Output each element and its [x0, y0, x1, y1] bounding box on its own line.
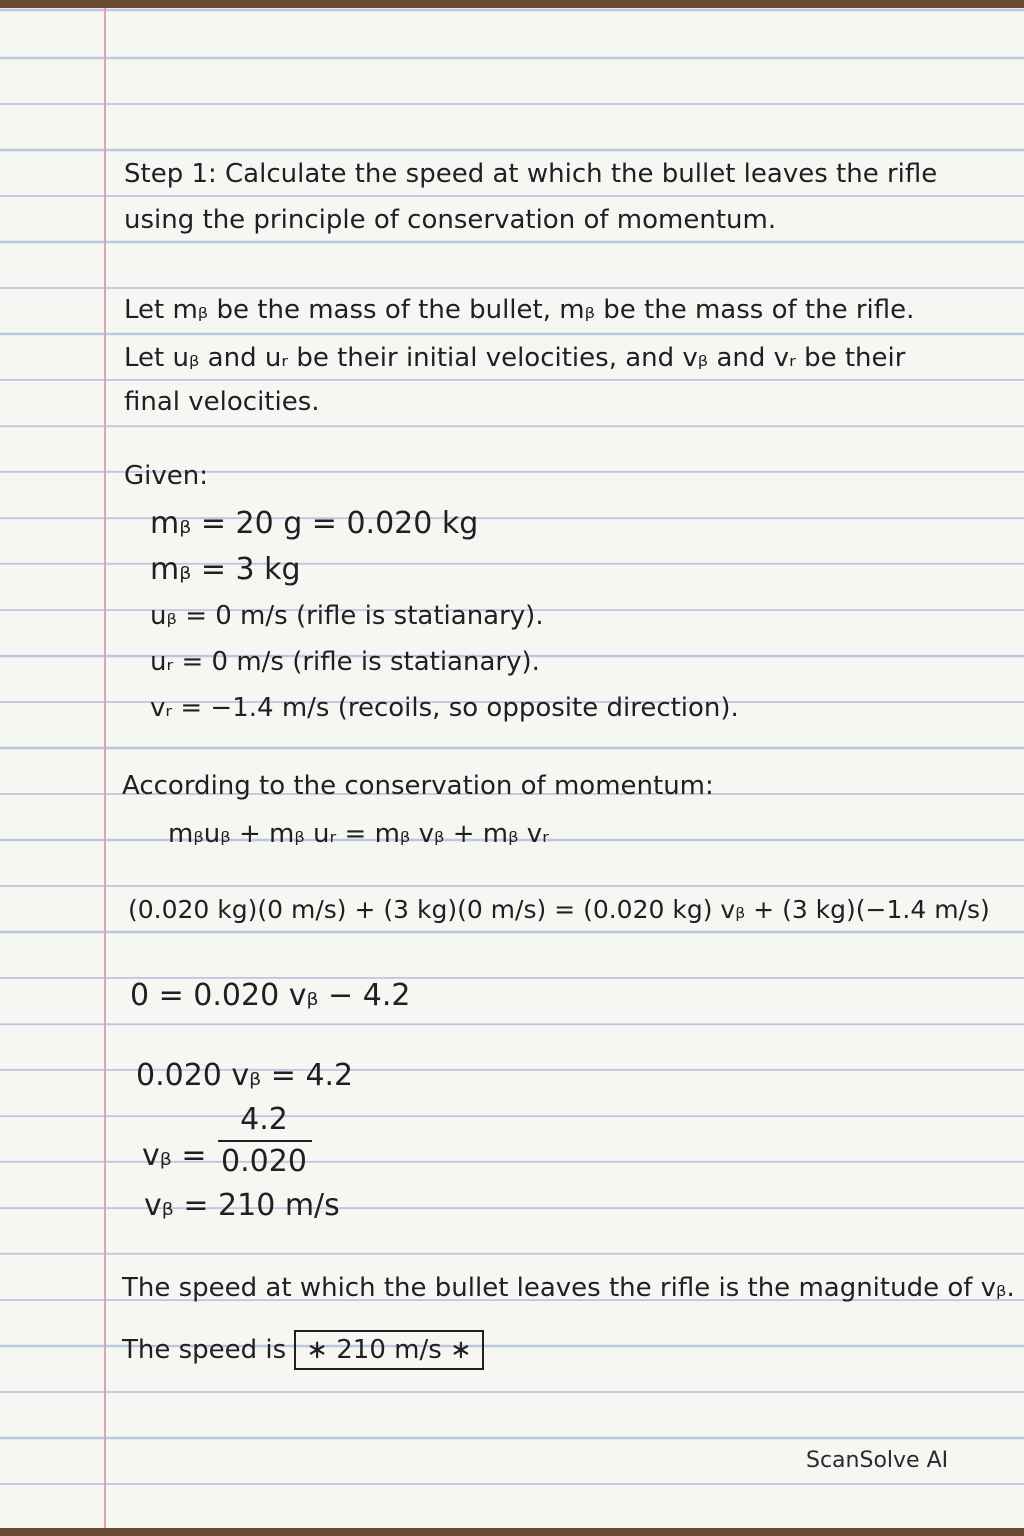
definition-line-1: Let mᵦ be the mass of the bullet, mᵦ be the mass of the rifle. — [124, 295, 915, 325]
answer-line — [122, 1330, 484, 1370]
fraction-denominator: 0.020 — [221, 1144, 307, 1179]
fraction-numerator: 4.2 — [240, 1102, 288, 1137]
fraction-lhs: vᵦ = — [142, 1138, 207, 1173]
given-item: mᵦ = 20 g = 0.020 kg — [150, 506, 479, 541]
watermark: ScanSolve AI — [806, 1448, 949, 1473]
given-item: mᵦ = 3 kg — [150, 552, 301, 587]
notebook-page — [0, 8, 1024, 1528]
answer-box: ∗ 210 m/s ∗ — [294, 1330, 484, 1370]
momentum-equation: mᵦuᵦ + mᵦ uᵣ = mᵦ vᵦ + mᵦ vᵣ — [168, 819, 549, 849]
given-label: Given: — [124, 461, 208, 491]
equation-result: vᵦ = 210 m/s — [144, 1188, 340, 1223]
margin-line — [104, 8, 106, 1528]
conservation-label: According to the conservation of momentum: — [122, 771, 714, 801]
step-title: Step 1: Calculate the speed at which the bullet leaves the rifle — [124, 159, 938, 189]
fraction-bar — [218, 1140, 312, 1142]
given-item: vᵣ = −1.4 m/s (recoils, so opposite direction). — [150, 693, 739, 723]
step-title-continued: using the principle of conservation of momentum. — [124, 205, 777, 235]
conclusion-line: The speed at which the bullet leaves the rifle is the magnitude of vᵦ. — [122, 1273, 1015, 1303]
answer-prefix: The speed is — [122, 1335, 287, 1365]
substituted-equation: (0.020 kg)(0 m/s) + (3 kg)(0 m/s) = (0.020 kg) vᵦ + (3 kg)(−1.4 m/s) — [128, 895, 990, 924]
definition-line-3: final velocities. — [124, 387, 320, 417]
equation-step-1: 0 = 0.020 vᵦ − 4.2 — [130, 978, 411, 1013]
given-item: uᵣ = 0 m/s (rifle is statianary). — [150, 647, 540, 677]
definition-line-2: Let uᵦ and uᵣ be their initial velocities, and vᵦ and vᵣ be their — [124, 343, 906, 373]
equation-step-2: 0.020 vᵦ = 4.2 — [136, 1058, 354, 1093]
given-item: uᵦ = 0 m/s (rifle is statianary). — [150, 601, 544, 631]
